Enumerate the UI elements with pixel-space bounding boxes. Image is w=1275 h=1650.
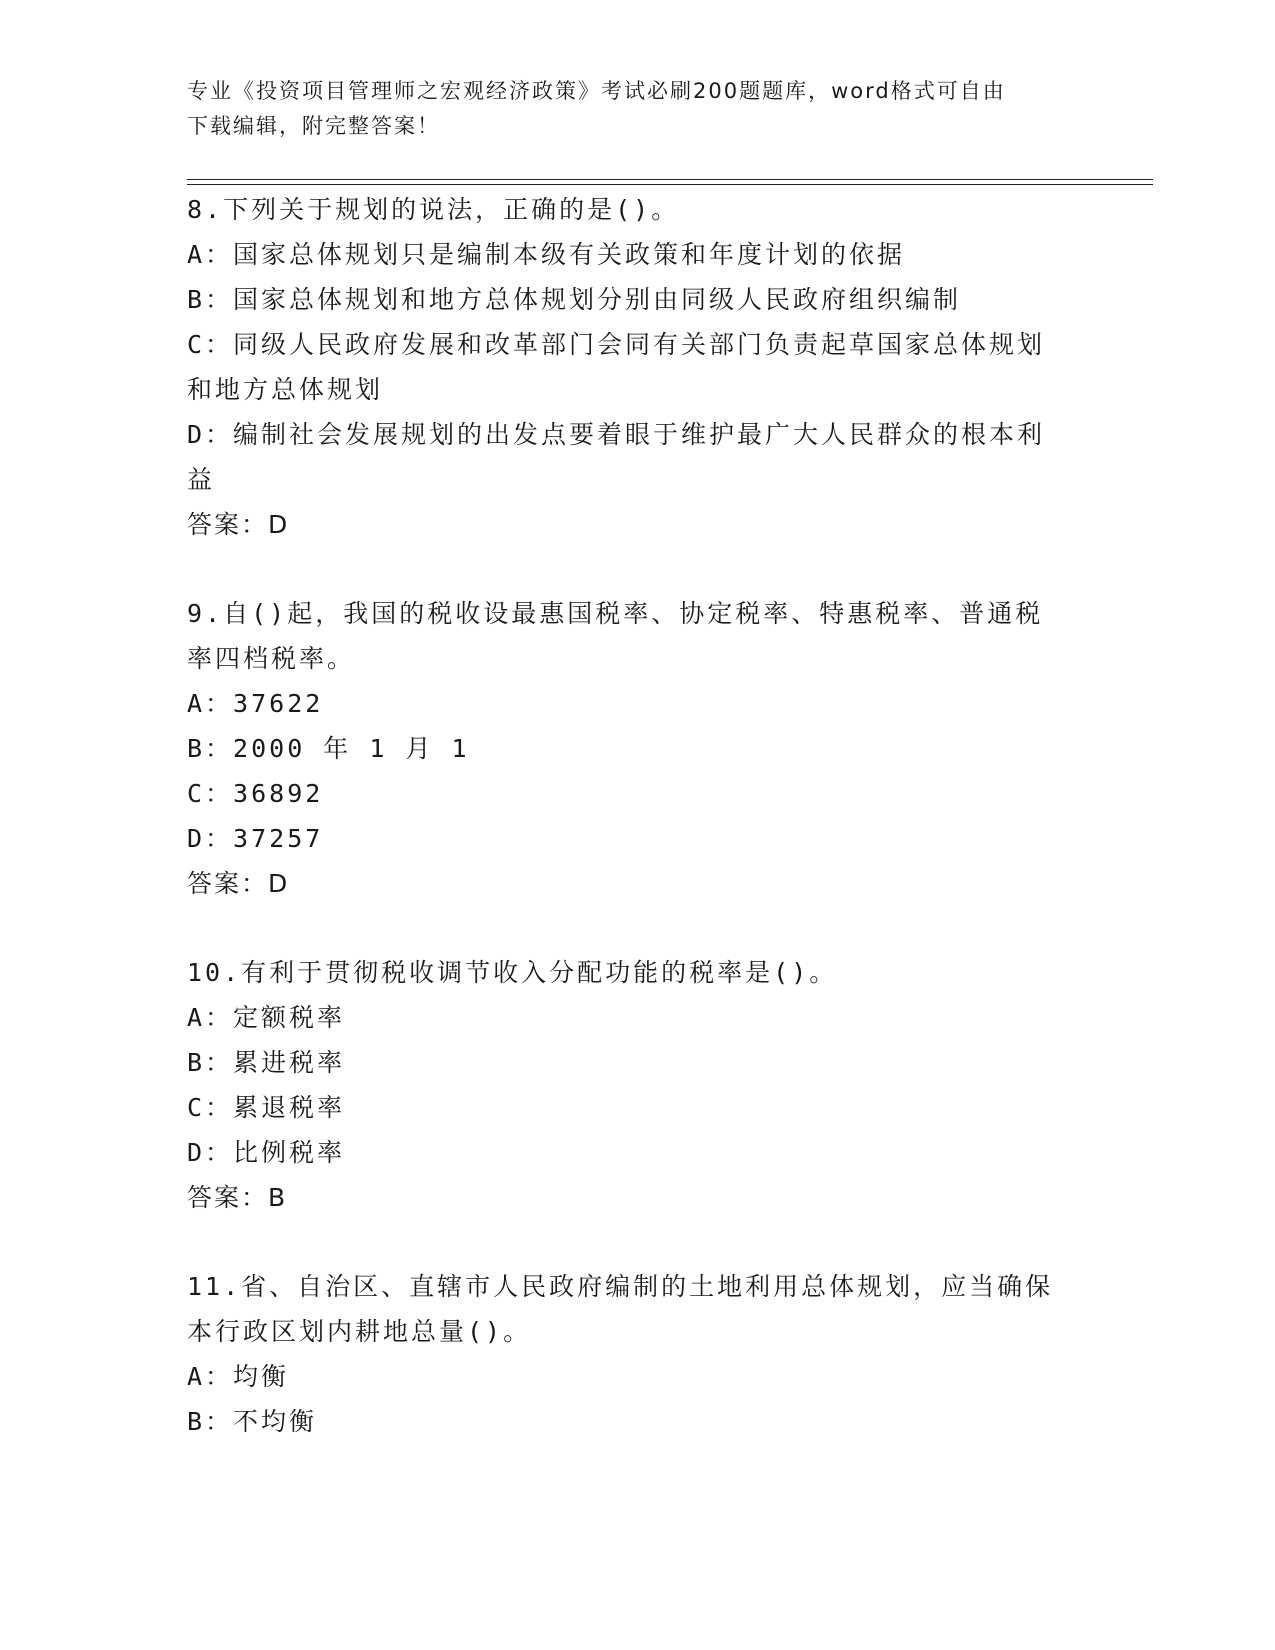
option-d: D：37257 bbox=[187, 824, 324, 853]
document-header bbox=[187, 74, 1067, 144]
option-a: A：国家总体规划只是编制本级有关政策和年度计划的依据 bbox=[187, 240, 906, 269]
answer-line: 答案：D bbox=[187, 510, 290, 539]
question-8 bbox=[187, 187, 1067, 547]
option-b: B：国家总体规划和地方总体规划分别由同级人民政府组织编制 bbox=[187, 285, 962, 314]
question-9 bbox=[187, 591, 1067, 906]
question-10 bbox=[187, 950, 1067, 1220]
option-b: B：不均衡 bbox=[187, 1407, 318, 1436]
answer-line: 答案：D bbox=[187, 869, 290, 898]
option-a: A：定额税率 bbox=[187, 1003, 346, 1032]
header-line-2: 下载编辑，附完整答案！ bbox=[187, 114, 440, 138]
option-c: C：同级人民政府发展和改革部门会同有关部门负责起草国家总体规划和地方总体规划 bbox=[187, 330, 1046, 404]
question-stem: 8.下列关于规划的说法，正确的是()。 bbox=[187, 195, 680, 224]
question-11 bbox=[187, 1264, 1067, 1444]
header-divider-top bbox=[187, 179, 1153, 180]
option-a: A：37622 bbox=[187, 689, 324, 718]
option-a: A：均衡 bbox=[187, 1362, 290, 1391]
option-b: B：2000 年 1 月 1 bbox=[187, 734, 470, 763]
header-line-1: 专业《投资项目管理师之宏观经济政策》考试必刷200题题库，word格式可自由 bbox=[187, 79, 1006, 103]
option-c: C：36892 bbox=[187, 779, 324, 808]
question-stem: 11.省、自治区、直辖市人民政府编制的土地利用总体规划，应当确保本行政区划内耕地总量()。 bbox=[187, 1272, 1054, 1346]
question-list bbox=[187, 187, 1067, 1444]
question-stem: 9.自()起，我国的税收设最惠国税率、协定税率、特惠税率、普通税率四档税率。 bbox=[187, 599, 1044, 673]
answer-line: 答案：B bbox=[187, 1183, 288, 1212]
option-d: D：编制社会发展规划的出发点要着眼于维护最广大人民群众的根本利益 bbox=[187, 420, 1046, 494]
option-b: B：累进税率 bbox=[187, 1048, 346, 1077]
option-d: D：比例税率 bbox=[187, 1138, 346, 1167]
question-stem: 10.有利于贯彻税收调节收入分配功能的税率是()。 bbox=[187, 958, 838, 987]
option-c: C：累退税率 bbox=[187, 1093, 346, 1122]
header-divider-bottom bbox=[187, 184, 1153, 185]
